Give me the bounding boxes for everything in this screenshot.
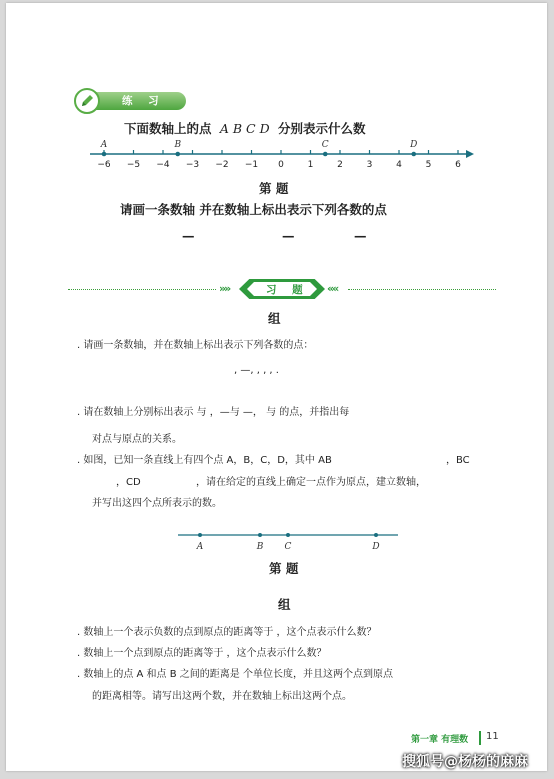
watermark: 搜狐号@杨杨的麻麻: [402, 754, 528, 770]
points-line-dot: [374, 533, 378, 537]
axis1-arrow: [466, 150, 474, 158]
axis1-tick-label: 6: [455, 160, 461, 170]
q2-item-3: —: [354, 228, 367, 243]
exercise-ribbon-label: 习 题: [266, 284, 309, 296]
axis1-tick-label: −6: [97, 160, 111, 170]
chevron-left-icon: ««: [327, 282, 338, 295]
q2-item-1: —: [182, 228, 195, 243]
axis1-point-label: A: [100, 140, 108, 150]
textbook-page: [6, 3, 547, 771]
axis1-tick-label: 5: [425, 160, 432, 170]
exercise-a3-line2: ，请在给定的直线上确定一点作为原点，建立数轴，: [196, 477, 426, 488]
points-line-label: D: [372, 542, 380, 552]
axis1-point-label: C: [321, 140, 329, 150]
exercise-b2: . 数轴上一个点到原点的距离等于 ，这个点表示什么数？: [77, 648, 327, 659]
exercise-b3-line2: 的距离相等。请写出这两个数，并在数轴上标出这两个点。: [92, 691, 352, 702]
q1-points: A B C D: [219, 121, 270, 136]
exercise-a3-line3: 并写出这四个点所表示的数。: [92, 498, 222, 509]
exercise-a3-line1-tail: ，BC: [446, 455, 470, 466]
points-line-dot: [198, 533, 202, 537]
q2-item-2: —: [282, 228, 295, 243]
divider-right: [348, 289, 496, 290]
axis1-tick-label: 2: [337, 160, 343, 170]
q1-suffix: 分别表示什么数: [277, 121, 366, 136]
q1-prefix: 下面数轴上的点: [124, 121, 212, 136]
axis1-point-label: B: [174, 140, 182, 150]
exercise-a1: . 请画一条数轴，并在数轴上标出表示下列各数的点：: [77, 340, 314, 351]
axis1-point: [102, 152, 107, 157]
exercise-ribbon: [217, 279, 347, 299]
points-line-label: B: [256, 542, 264, 552]
number-axis-1: [86, 135, 476, 173]
axis1-point: [323, 152, 328, 157]
axis1-tick-label: 3: [366, 160, 373, 170]
exercise-a1-values: , —, , , , .: [234, 365, 279, 376]
axis1-tick-label: 0: [278, 160, 284, 170]
exercise-a3-line1: . 如图，已知一条直线上有四个点 A，B，C，D，其中 AB: [77, 455, 332, 466]
axis1-tick-label: −2: [215, 160, 229, 170]
footer-divider: [479, 731, 481, 745]
exercise-a2-line2: 对点与原点的关系。: [92, 434, 182, 445]
points-line-label: A: [196, 542, 204, 552]
practice-q2-text: 请画一条数轴 并在数轴上标出表示下列各数的点: [120, 202, 387, 217]
pencil-icon: [74, 88, 100, 114]
chevron-right-icon: »»: [219, 282, 230, 295]
axis1-tick-label: −1: [244, 160, 259, 170]
group-a-label: 组: [268, 311, 281, 326]
practice-q1-caption: 第 题: [259, 181, 289, 196]
practice-badge-label: 练 习: [122, 95, 165, 107]
points-line-dot: [286, 533, 290, 537]
points-line-dot: [258, 533, 262, 537]
divider-left: [68, 289, 216, 290]
exercise-a2-line1: . 请在数轴上分别标出表示 与 ，—与 —， 与 的点，并指出每: [77, 407, 350, 418]
group-b-label: 组: [278, 597, 291, 612]
axis1-point: [175, 152, 180, 157]
axis1-tick-label: −5: [126, 160, 141, 170]
axis1-point: [411, 152, 416, 157]
exercise-a3-caption: 第 题: [269, 561, 299, 576]
exercise-b3-line1: . 数轴上的点 A 和点 B 之间的距离是 个单位长度，并且这两个点到原点: [77, 669, 393, 680]
points-line-label: C: [284, 542, 292, 552]
points-line: [176, 528, 401, 552]
exercise-b1: . 数轴上一个表示负数的点到原点的距离等于 ，这个点表示什么数？: [77, 627, 377, 638]
exercise-a3-line2-start: ，CD: [116, 477, 141, 488]
axis1-tick-label: 4: [396, 160, 402, 170]
practice-badge: [74, 88, 188, 114]
axis1-point-label: D: [410, 140, 418, 150]
axis1-tick-label: −3: [185, 160, 200, 170]
axis1-tick-label: −4: [156, 160, 170, 170]
footer-chapter: 第一章 有理数: [411, 735, 469, 745]
axis1-tick-label: 1: [307, 160, 314, 170]
footer-page-number: 11: [486, 731, 499, 742]
